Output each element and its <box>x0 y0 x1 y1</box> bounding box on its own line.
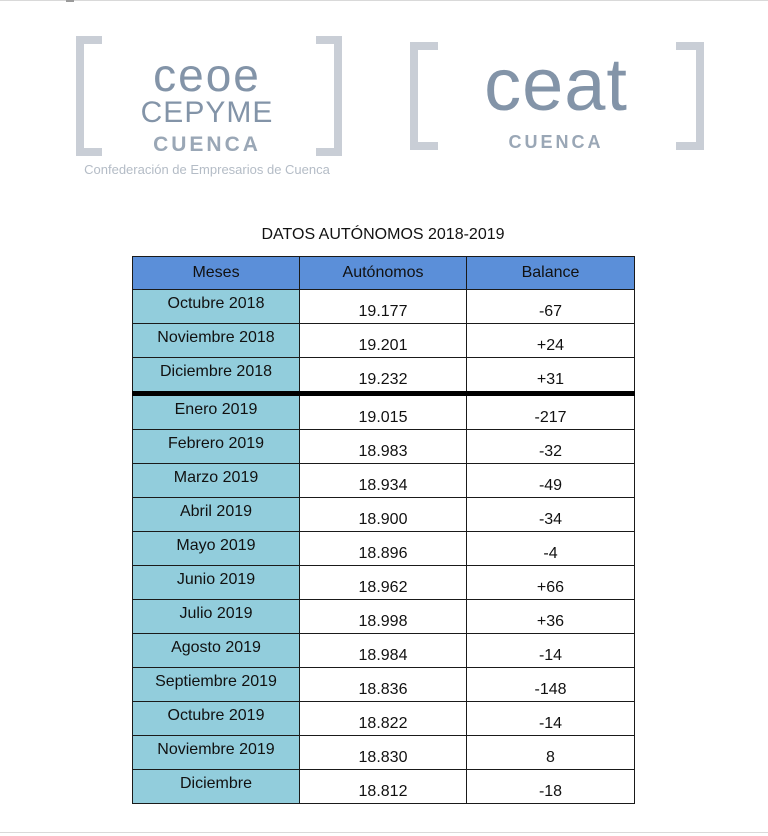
table-row <box>133 770 635 804</box>
table-row <box>133 668 635 702</box>
month-cell: Octubre 2019 <box>133 702 300 736</box>
autonomos-cell: 18.998 <box>300 600 467 634</box>
month-cell: Abril 2019 <box>133 498 300 532</box>
logo-cuenca-text: CUENCA <box>508 132 604 152</box>
table-row <box>133 600 635 634</box>
balance-cell: -32 <box>467 430 635 464</box>
balance-cell: +31 <box>467 358 635 394</box>
autonomos-cell: 18.983 <box>300 430 467 464</box>
balance-cell: -14 <box>467 634 635 668</box>
logo-cepyme-text: CEPYME <box>140 96 274 129</box>
month-cell: Mayo 2019 <box>133 532 300 566</box>
table-row <box>133 464 635 498</box>
table-row <box>133 324 635 358</box>
month-cell: Diciembre <box>133 770 300 804</box>
balance-cell: -67 <box>467 290 635 324</box>
autonomos-cell: 18.900 <box>300 498 467 532</box>
balance-cell: -148 <box>467 668 635 702</box>
logo-tagline: Confederación de Empresarios de Cuenca <box>84 162 330 177</box>
balance-cell: -14 <box>467 702 635 736</box>
month-cell: Agosto 2019 <box>133 634 300 668</box>
balance-cell: -217 <box>467 394 635 430</box>
table-row <box>133 290 635 324</box>
logo-ceoe-text: ceoe <box>153 49 261 101</box>
table-row <box>133 634 635 668</box>
month-cell: Enero 2019 <box>133 394 300 430</box>
bottom-border <box>0 832 768 833</box>
month-cell: Octubre 2018 <box>133 290 300 324</box>
top-border <box>0 0 768 1</box>
table-row <box>133 358 635 394</box>
table-row <box>133 702 635 736</box>
autonomos-cell: 19.232 <box>300 358 467 394</box>
autonomos-cell: 18.830 <box>300 736 467 770</box>
balance-cell: -49 <box>467 464 635 498</box>
logo-cuenca-text: CUENCA <box>153 133 261 156</box>
table-row <box>133 394 635 430</box>
top-mark <box>66 0 74 2</box>
table-row <box>133 498 635 532</box>
autonomos-cell: 18.962 <box>300 566 467 600</box>
autonomos-cell: 19.015 <box>300 394 467 430</box>
ceoe-cepyme-logo <box>72 32 342 182</box>
header-balance: Balance <box>467 257 635 290</box>
header-meses: Meses <box>133 257 300 290</box>
month-cell: Julio 2019 <box>133 600 300 634</box>
month-cell: Diciembre 2018 <box>133 358 300 394</box>
autonomos-cell: 18.896 <box>300 532 467 566</box>
table-row <box>133 430 635 464</box>
table-row <box>133 736 635 770</box>
autonomos-cell: 18.822 <box>300 702 467 736</box>
month-cell: Noviembre 2019 <box>133 736 300 770</box>
autonomos-cell: 18.836 <box>300 668 467 702</box>
balance-cell: 8 <box>467 736 635 770</box>
month-cell: Junio 2019 <box>133 566 300 600</box>
autonomos-table <box>132 256 635 804</box>
balance-cell: +66 <box>467 566 635 600</box>
table-row <box>133 566 635 600</box>
autonomos-cell: 18.934 <box>300 464 467 498</box>
balance-cell: +36 <box>467 600 635 634</box>
balance-cell: -34 <box>467 498 635 532</box>
month-cell: Septiembre 2019 <box>133 668 300 702</box>
header-autonomos: Autónomos <box>300 257 467 290</box>
document-title: DATOS AUTÓNOMOS 2018-2019 <box>261 226 505 243</box>
autonomos-cell: 18.812 <box>300 770 467 804</box>
table-header-row <box>133 257 635 290</box>
autonomos-cell: 19.201 <box>300 324 467 358</box>
autonomos-cell: 18.984 <box>300 634 467 668</box>
month-cell: Marzo 2019 <box>133 464 300 498</box>
ceat-logo <box>408 40 704 152</box>
table-row <box>133 532 635 566</box>
month-cell: Noviembre 2018 <box>133 324 300 358</box>
balance-cell: -4 <box>467 532 635 566</box>
autonomos-cell: 19.177 <box>300 290 467 324</box>
balance-cell: -18 <box>467 770 635 804</box>
month-cell: Febrero 2019 <box>133 430 300 464</box>
balance-cell: +24 <box>467 324 635 358</box>
logo-ceat-text: ceat <box>484 43 628 126</box>
